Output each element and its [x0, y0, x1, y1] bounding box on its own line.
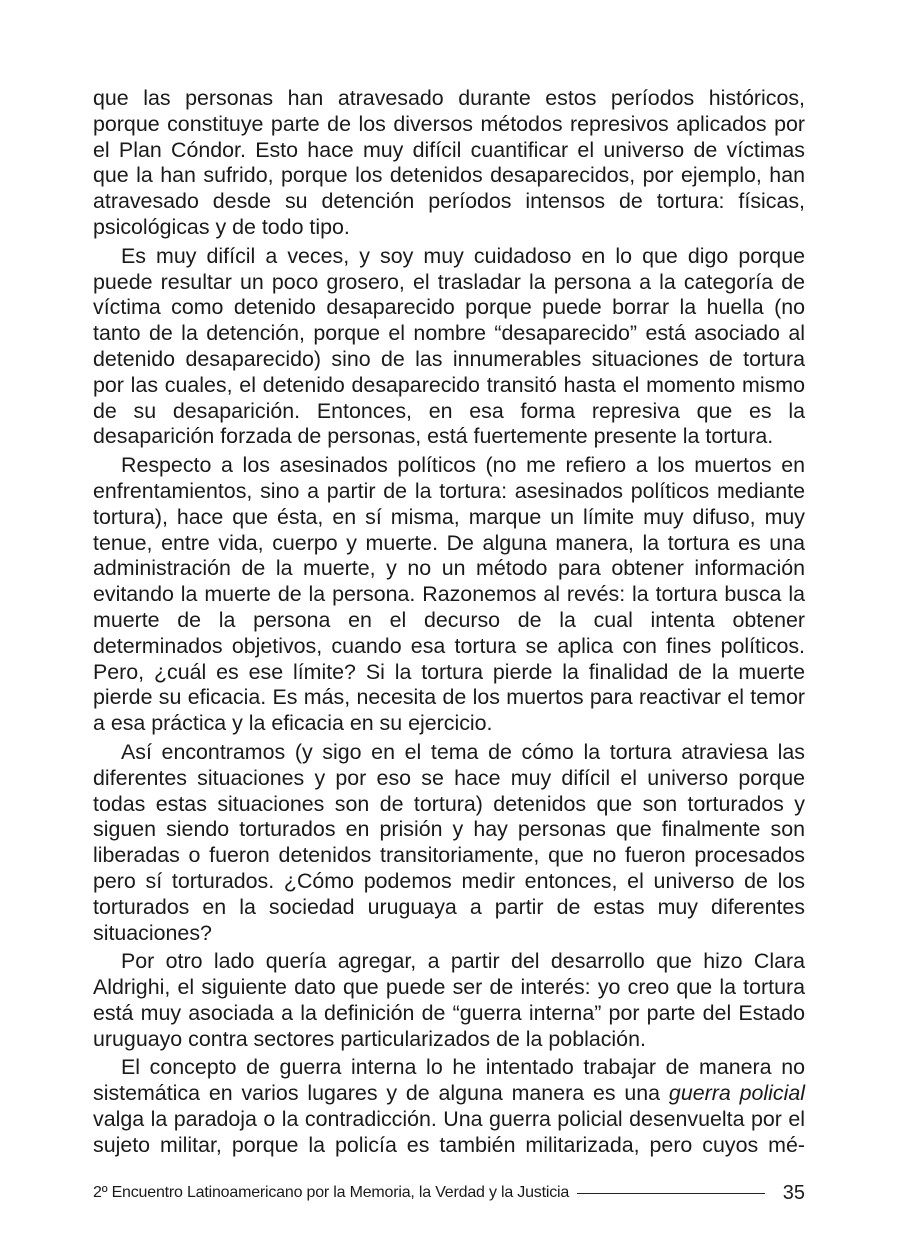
paragraph-6-text-b: valga la paradoja o la contradicción. Una guerra policial desenvuelta por el sujeto militar, porque la policía es también militarizada, pero cuyos mé- — [93, 1107, 805, 1157]
paragraph-3: Respecto a los asesinados políticos (no me refiero a los muertos en enfrentamientos, sino a partir de la tortura: asesinados políticos mediante tortura), hace que ésta, en sí misma, marque un límite muy difuso, muy tenue, entre vida, cuerpo y muerte. De alguna manera, la tortura es una administración de la muerte, y no un método para obtener información evitando la muerte de la persona. Razonemos al revés: la tortura busca la muerte de la persona en el decurso de la cual intenta obtener determinados objetivos, cuando esa tortura se aplica con fines políticos. Pero, ¿cuál es ese límite? Si la tortura pierde la finalidad de la muerte pierde su eficacia. Es más, necesita de los muertos para reactivar el temor a esa práctica y la eficacia en su ejercicio. — [93, 453, 805, 736]
paragraph-1: que las personas han atravesado durante estos períodos históricos, porque constituye parte de los diversos métodos represivos aplicados por el Plan Cóndor. Esto hace muy difícil cuantificar el universo de víctimas que la han sufrido, porque los detenidos desaparecidos, por ejemplo, han atravesado desde su detención períodos intensos de tortura: físicas, psicológicas y de todo tipo. — [93, 86, 805, 239]
paragraph-6-italic: guerra policial — [668, 1081, 805, 1106]
footer-rule — [577, 1193, 765, 1194]
page-footer — [93, 1180, 805, 1206]
paragraph-4: Así encontramos (y sigo en el tema de cómo la tortura atraviesa las diferentes situaciones y por eso se hace muy difícil el universo porque todas estas situaciones son de tortura) detenidos que son torturados y siguen siendo torturados en prisión y hay personas que finalmente son liberadas o fueron detenidos transitoriamente, que no fueron procesados pero sí torturados. ¿Cómo podemos medir entonces, el universo de los torturados en la sociedad uruguaya a partir de estas muy diferentes situaciones? — [93, 739, 805, 945]
paragraph-2: Es muy difícil a veces, y soy muy cuidadoso en lo que digo porque puede resultar un poco grosero, el trasladar la persona a la categoría de víctima como detenido desaparecido porque puede borrar la huella (no tanto de la detención, porque el nombre “desaparecido” está asociado al detenido desaparecido) sino de las innumerables situaciones de tortura por las cuales, el detenido desaparecido transitó hasta el momento mismo de su desaparición. Entonces, en esa forma represiva que es la desaparición forzada de personas, está fuertemente presente la tortura. — [93, 243, 805, 449]
page-number: 35 — [782, 1181, 805, 1204]
running-footer-title: 2º Encuentro Latinoamericano por la Memoria, la Verdad y la Justicia — [93, 1184, 570, 1201]
paragraph-6 — [93, 1055, 805, 1158]
body-text — [93, 86, 805, 1162]
paragraph-5: Por otro lado quería agregar, a partir del desarrollo que hizo Clara Aldrighi, el siguiente dato que puede ser de interés: yo creo que la tortura está muy asociada a la definición de “guerra interna” por parte del Estado uruguayo contra sectores particularizados de la población. — [93, 949, 805, 1051]
paragraph-6-text-a: El concepto de guerra interna lo he intentado trabajar de manera no sistemática en varios lugares y de alguna manera es una — [93, 1055, 805, 1106]
